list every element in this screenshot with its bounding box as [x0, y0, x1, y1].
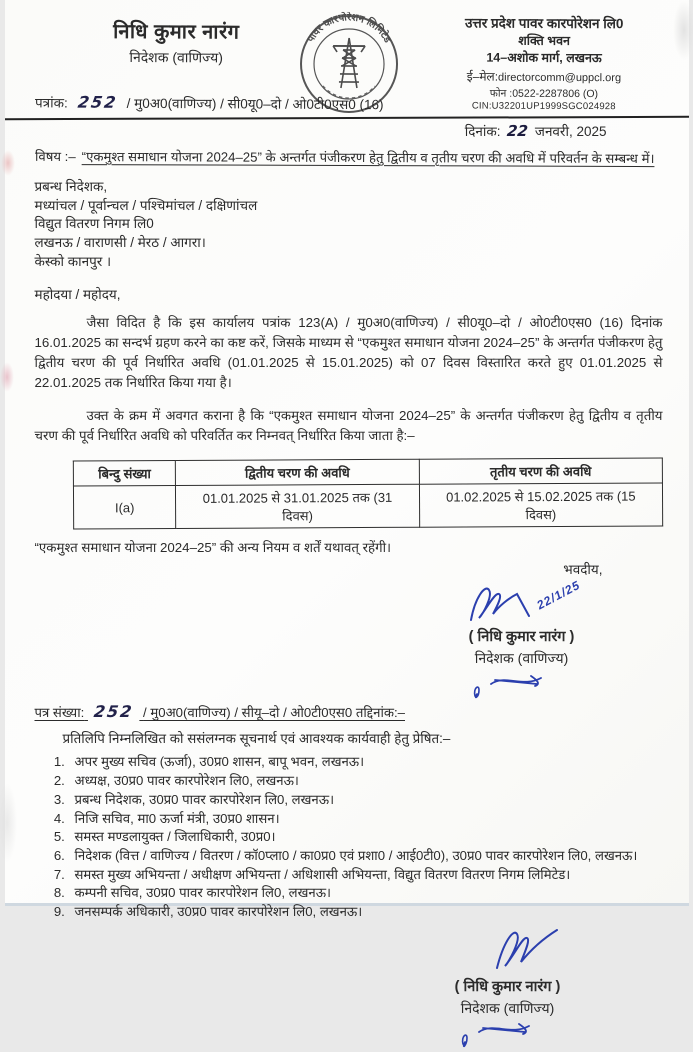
- phone-label: फोन :: [489, 87, 512, 99]
- addressee-line: मध्यांचल / पूर्वान्चल / पश्चिमांचल / दक्षिणांचल: [35, 197, 663, 216]
- addressee-line: लखनऊ / वाराणसी / मेरठ / आगरा।: [35, 234, 663, 253]
- terms-note: “एकमुश्त समाधान योजना 2024–25” की अन्य नियम व शर्तें यथावत् रहेंगी।: [35, 538, 663, 556]
- phase-period-table: [72, 458, 662, 530]
- bottom-signature-area: [393, 924, 623, 976]
- date-rest: जनवरी, 2025: [535, 124, 607, 139]
- email-value: directorcomm@uppcl.org: [498, 72, 621, 85]
- ref-label: पत्रांक:: [34, 95, 67, 110]
- cell-second-phase-period: 01.01.2025 से 31.01.2025 तक (31 दिवस): [175, 485, 419, 529]
- cell-third-phase-period: 01.02.2025 से 15.02.2025 तक (15 दिवस): [419, 483, 663, 527]
- reference-row: [34, 92, 662, 114]
- cc-item: 5. समस्त मण्डलायुक्त / जिलाधिकारी, उ0प्र0।: [69, 828, 663, 847]
- date-label: दिनांक:: [465, 124, 501, 139]
- cc-item: 1. अपर मुख्य सचिव (ऊर्जा), उ0प्र0 शासन, बापू भवन, लखनऊ।: [69, 753, 663, 772]
- cc-item: 9. जनसम्पर्क अधिकारी, उ0प्र0 पावर कारपोरेशन लि0, लखनऊ।: [69, 903, 663, 922]
- cc-intro: प्रतिलिपि निम्नलिखित को ससंलग्नक सूचनार्थ एवं आवश्यक कार्यवाही हेतु प्रेषित:–: [35, 729, 663, 747]
- signature-flourish-icon: [457, 1020, 547, 1052]
- scanned-letter-page: [5, 0, 689, 906]
- cc-item: 6. निदेशक (वित्त / वाणिज्य / वितरण / कॉ0प्ला0 / का0प्र0 एवं प्रशा0 / आई0टी0), उ0प्र0 पावर कारपोरेशन लि0, लखनऊ।: [69, 847, 663, 866]
- signature-flourish-icon: [471, 670, 561, 702]
- cell-point-number: I(a): [73, 486, 176, 530]
- officer-title: निदेशक (वाणिज्य): [113, 48, 239, 68]
- cc-item: 2. अध्यक्ष, उ0प्र0 पावर कारपोरेशन लि0, लखनऊ।: [69, 772, 663, 791]
- signoff-block: [407, 560, 637, 702]
- cc-ref-rest: / मु0अ0(वाणिज्य) / सीयू–दो / ओ0टी0एस0 तद्दिनांक:–: [143, 705, 405, 720]
- org-building: शक्ति भवन: [425, 33, 663, 51]
- signature-area: [407, 578, 637, 626]
- signature-icon: [489, 924, 563, 974]
- signature-icon: [465, 580, 535, 626]
- addressee-line: प्रबन्ध निदेशक,: [35, 178, 663, 197]
- officer-name: निधि कुमार नारंग: [113, 17, 239, 45]
- body-paragraph-2: उक्त के क्रम में अवगत कराना है कि “एकमुश्त समाधान योजना 2024–25” के अन्तर्गत पंजीकरण हेतु द्वितीय व तृतीय चरण की पूर्व निर्धारित अवधि को परिवर्तित कर निम्नवत् निर्धारित किया जाता है:–: [35, 406, 663, 446]
- cc-item: 4. निजि सचिव, मा0 ऊर्जा मंत्री, उ0प्र0 शासन।: [69, 810, 663, 829]
- org-cin: CIN:U32201UP1999SGC024928: [424, 100, 662, 114]
- signatory-name: ( निधि कुमार नारंग ): [393, 976, 623, 996]
- addressee-line: विद्युत वितरण निगम लि0: [35, 215, 663, 234]
- addressee-line: केस्को कानपुर ।: [35, 253, 663, 272]
- body-paragraph-1: जैसा विदित है कि इस कार्यालय पत्रांक 123(A) / मु0अ0(वाणिज्य) / सी0यू0–दो / ओ0टी0एस0 (16) दिनांक 16.01.2025 का सन्दर्भ ग्रहण करने का कष्ट करें, जिसके माध्यम से “एकमुश्त समाधान योजना 2024–25” के अन्तर्गत पंजीकरण हेतु द्वितीय चरण की पूर्व निर्धारित अवधि (01.01.2025 से 15.01.2025) को 07 दिवस विस्तारित करते हुए 01.01.2025 से 22.01.2025 तक निर्धारित किया गया है।: [35, 313, 663, 393]
- cc-ref-number-handwritten: 252: [87, 702, 141, 721]
- ref-rest: / मु0अ0(वाणिज्य) / सी0यू0–दो / ओ0टी0एस0 (16): [126, 96, 383, 112]
- cc-list: [35, 753, 663, 922]
- signature-date-handwritten: 22/1/25: [534, 578, 582, 612]
- table-header-row: [73, 458, 662, 486]
- addressee-block: [35, 178, 663, 271]
- salutation: महोदया / महोदय,: [35, 285, 663, 303]
- subject-text: “एकमुश्त समाधान योजना 2024–25” के अन्तर्गत पंजीकरण हेतु द्वितीय व तृतीय चरण की अवधि में परिवर्तन के सम्बन्ध में।: [81, 147, 654, 167]
- table-row: [73, 483, 662, 529]
- letter-content: [5, 0, 689, 1052]
- signatory-name: ( निधि कुमार नारंग ): [407, 626, 637, 646]
- cc-item: 8. कम्पनी सचिव, उ0प्र0 पावर कारपोरेशन लि0, लखनऊ।: [69, 884, 663, 903]
- closing-word: भवदीय,: [407, 560, 637, 578]
- letter-number-line: [34, 92, 662, 114]
- phone-value: 0522-2287806 (O): [512, 88, 598, 100]
- header-second-phase: द्वितीय चरण की अवधि: [175, 460, 418, 486]
- cc-item: 3. प्रबन्ध निदेशक, उ0प्र0 पावर कारपोरेशन लि0, लखनऊ।: [69, 791, 663, 810]
- org-address: 14–अशोक मार्ग, लखनऊ: [425, 49, 663, 67]
- email-label: ई–मेल:: [466, 69, 497, 83]
- subject-line: [34, 147, 662, 167]
- cc-item: 7. समस्त मुख्य अभियन्ता / अधीक्षण अभियन्ता / अधिशासी अभियन्ता, विद्युत वितरण वितरण निगम लिमिटेड।: [69, 866, 663, 885]
- bottom-sign-wrap: [35, 924, 663, 1052]
- cc-ref-label: पत्र संख्या:: [35, 705, 85, 720]
- transmission-tower-icon: [332, 38, 364, 88]
- header-third-phase: तृतीय चरण की अवधि: [418, 458, 661, 484]
- signatory-title: निदेशक (वाणिज्य): [407, 649, 637, 668]
- seal-arc-text: पावर कारपोरेशन लिमिटेड: [304, 12, 393, 46]
- subject-label: विषय :–: [34, 147, 75, 165]
- cc-reference-line: [35, 702, 663, 721]
- header-point-number: बिन्दु संख्या: [73, 461, 175, 487]
- bottom-signoff-block: [393, 924, 623, 1052]
- signature-flourish-area: [407, 668, 637, 702]
- org-name: उत्तर प्रदेश पावर कारपोरेशन लि0: [425, 14, 663, 33]
- signature-flourish-area: [393, 1018, 623, 1052]
- ref-number-handwritten: 252: [70, 93, 124, 112]
- date-day-handwritten: 22: [503, 122, 532, 140]
- signatory-title: निदेशक (वाणिज्य): [393, 999, 623, 1018]
- org-email: [424, 68, 662, 86]
